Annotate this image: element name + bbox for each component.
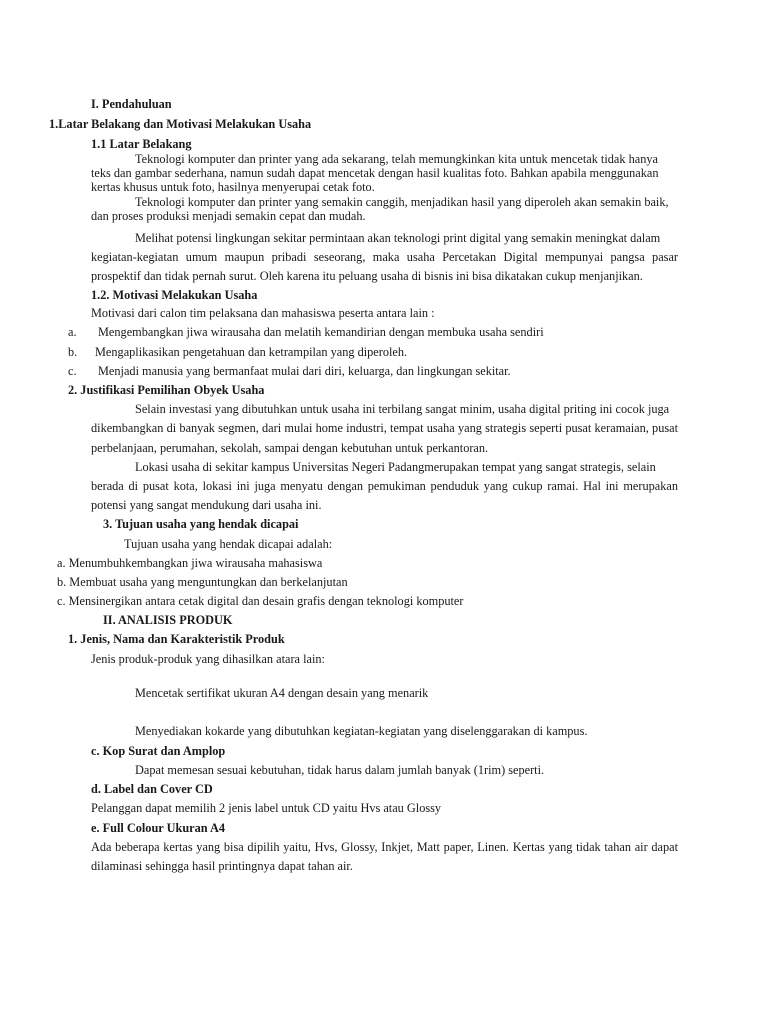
paragraph-line: perbelanjaan, perumahan, sekolah, sampai dengan kebutuhan untuk perkantoran. (91, 441, 489, 455)
list-item: Mengembangkan jiwa wirausaha dan melatih kemandirian dengan membuka usaha sendiri (98, 325, 544, 339)
paragraph-line: kegiatan-kegiatan umum maupun pribadi seseorang, maka usaha Percetakan Digital mempunyai pangsa pasar (91, 250, 678, 264)
paragraph-line: Melihat potensi lingkungan sekitar permintaan akan teknologi print digital yang semakin meningkat dalam (135, 231, 661, 245)
list-item: Mengaplikasikan pengetahuan dan ketrampilan yang diperoleh. (95, 345, 408, 359)
jenis-intro: Jenis produk-produk yang dihasilkan atara lain: (91, 652, 325, 666)
heading-label-cd: d. Label dan Cover CD (91, 782, 213, 796)
list-item: Menjadi manusia yang bermanfaat mulai dari diri, keluarga, dan lingkungan sekitar. (98, 364, 511, 378)
heading-jenis-produk: 1. Jenis, Nama dan Karakteristik Produk (68, 632, 285, 646)
tujuan-intro: Tujuan usaha yang hendak dicapai adalah: (124, 537, 333, 551)
paragraph-line: Teknologi komputer dan printer yang ada sekarang, telah memungkinkan kita untuk mencetak tidak hanya (135, 152, 658, 166)
paragraph-line: Ada beberapa kertas yang bisa dipilih yaitu, Hvs, Glossy, Inkjet, Matt paper, Linen. Kertas yang tidak tahan air dapat (91, 840, 678, 854)
list-item: c. Mensinergikan antara cetak digital dan desain grafis dengan teknologi komputer (57, 594, 464, 608)
list-item: b. Membuat usaha yang menguntungkan dan berkelanjutan (57, 575, 348, 589)
produk-sertifikat: Mencetak sertifikat ukuran A4 dengan desain yang menarik (135, 686, 429, 700)
list-marker: b. (68, 345, 78, 359)
heading-tujuan: 3. Tujuan usaha yang hendak dicapai (103, 517, 299, 531)
paragraph-line: Lokasi usaha di sekitar kampus Universitas Negeri Padangmerupakan tempat yang sangat strategis, selain (135, 460, 656, 474)
subheading-motivasi: 1.2. Motivasi Melakukan Usaha (91, 288, 258, 302)
label-text: Pelanggan dapat memilih 2 jenis label untuk CD yaitu Hvs atau Glossy (91, 801, 442, 815)
list-marker: c. (68, 364, 77, 378)
paragraph-line: kertas khusus untuk foto, hasilnya menyerupai cetak foto. (91, 180, 375, 194)
paragraph-line: Teknologi komputer dan printer yang semakin canggih, menjadikan hasil yang diperoleh akan semakin baik, (135, 195, 669, 209)
kop-text: Dapat memesan sesuai kebutuhan, tidak harus dalam jumlah banyak (1rim) seperti. (135, 763, 545, 777)
paragraph-line: potensi yang sangat mendukung dari usaha ini. (91, 498, 322, 512)
heading-analisis-produk: II. ANALISIS PRODUK (103, 613, 233, 627)
paragraph-line: dan proses produksi menjadi semakin cepat dan mudah. (91, 209, 366, 223)
produk-kokarde: Menyediakan kokarde yang dibutuhkan kegiatan-kegiatan yang diselenggarakan di kampus. (135, 724, 588, 738)
paragraph-line: dikembangkan di banyak segmen, dari mulai home industri, tempat usaha yang strategis seperti pusat keramaian, pusat (91, 421, 678, 435)
heading-justifikasi: 2. Justifikasi Pemilihan Obyek Usaha (68, 383, 265, 397)
heading-pendahuluan: I. Pendahuluan (91, 97, 172, 111)
list-marker: a. (68, 325, 77, 339)
paragraph-line: prospektif dan tidak pernah surut. Oleh karena itu peluang usaha di bisnis ini bisa dikatakan cukup menjanjikan. (91, 269, 643, 283)
heading-full-colour: e. Full Colour Ukuran A4 (91, 821, 226, 835)
list-item: a. Menumbuhkembangkan jiwa wirausaha mahasiswa (57, 556, 323, 570)
heading-latar-motivasi: 1.Latar Belakang dan Motivasi Melakukan Usaha (49, 117, 312, 131)
paragraph-line: teks dan gambar sederhana, namun sudah dapat mencetak dengan hasil kualitas foto. Bahkan apabila menggunakan (91, 166, 659, 180)
subheading-latar-belakang: 1.1 Latar Belakang (91, 137, 192, 151)
paragraph-line: Selain investasi yang dibutuhkan untuk usaha ini terbilang sangat minim, usaha digital priting ini cocok juga (135, 402, 670, 416)
motivasi-intro: Motivasi dari calon tim pelaksana dan mahasiswa peserta antara lain : (91, 306, 435, 320)
paragraph-line: dilaminasi sehingga hasil printingnya dapat tahan air. (91, 859, 353, 873)
paragraph-line: berada di pusat kota, lokasi ini juga menyatu dengan pemukiman penduduk yang cukup ramai. Hal ini merupakan (91, 479, 678, 493)
heading-kop-surat: c. Kop Surat dan Amplop (91, 744, 226, 758)
